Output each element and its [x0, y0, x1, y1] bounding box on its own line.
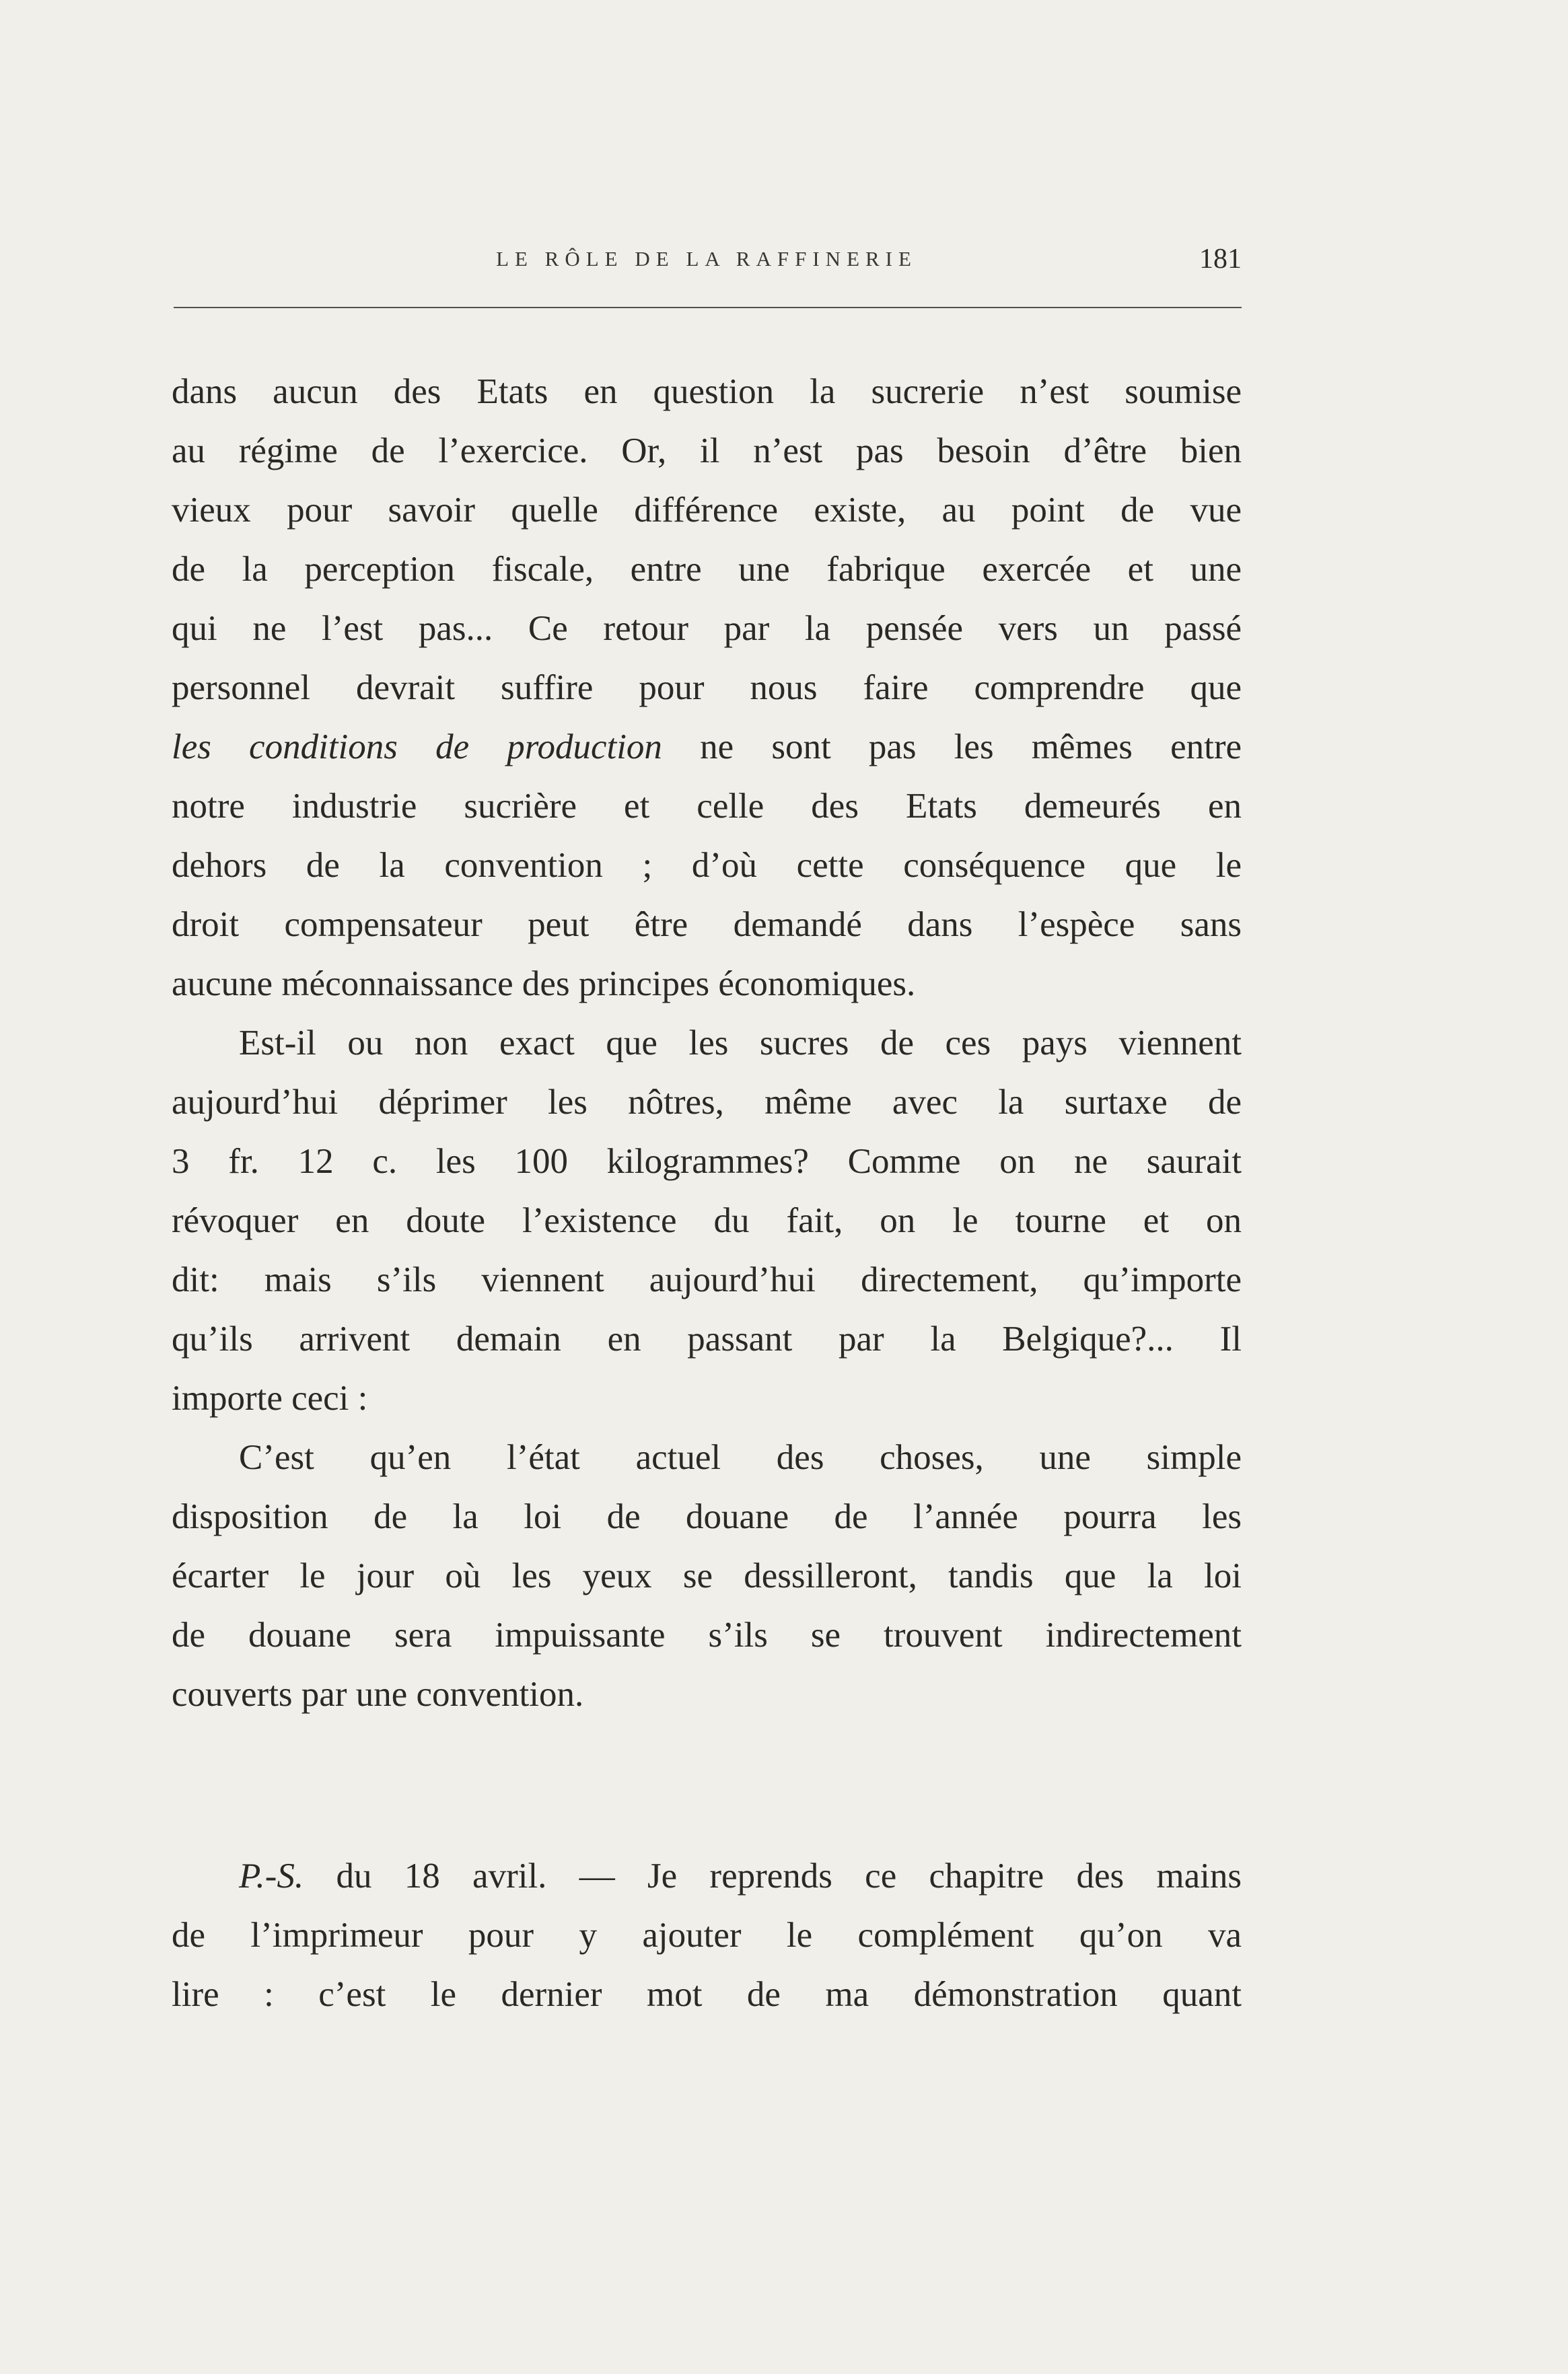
body-text: [172, 362, 1242, 1724]
text-line: C’est qu’en l’état actuel des choses, une simple: [239, 1438, 1242, 1477]
text-line: Est-il ou non exact que les sucres de ces pays viennent: [239, 1023, 1242, 1063]
text-line: aujourd’hui déprimer les nôtres, même avec la surtaxe de: [172, 1083, 1242, 1122]
text-line: qui ne l’est pas... Ce retour par la pensée vers un passé: [172, 609, 1242, 648]
running-head: [172, 239, 1242, 279]
text-line: dehors de la convention ; d’où cette conséquence que le: [172, 846, 1242, 885]
text-line: de douane sera impuissante s’ils se trouvent indirectement: [172, 1616, 1242, 1655]
header-rule: [174, 307, 1242, 308]
text-line: qu’ils arrivent demain en passant par la Belgique?... Il: [172, 1320, 1242, 1359]
text-line: vieux pour savoir quelle différence existe, au point de vue: [172, 491, 1242, 530]
text-line: lire : c’est le dernier mot de ma démonstration quant: [172, 1975, 1242, 2014]
text-line: dit: mais s’ils viennent aujourd’hui directement, qu’importe: [172, 1260, 1242, 1299]
text-line: au régime de l’exercice. Or, il n’est pas besoin d’être bien: [172, 431, 1242, 470]
text-line: couverts par une convention.: [172, 1675, 584, 1714]
postscript: [172, 1846, 1242, 2024]
text-line: aucune méconnaissance des principes économiques.: [172, 964, 916, 1003]
running-title: LE RÔLE DE LA RAFFINERIE: [496, 247, 917, 271]
text-line: importe ceci :: [172, 1379, 368, 1418]
text-line: [172, 717, 1242, 777]
text-line: disposition de la loi de douane de l’année pourra les: [172, 1497, 1242, 1536]
text-line: [172, 1846, 1242, 1906]
text-line: droit compensateur peut être demandé dans l’espèce sans: [172, 905, 1242, 944]
text-line: révoquer en doute l’existence du fait, on le tourne et on: [172, 1201, 1242, 1240]
page-number: 181: [1199, 244, 1242, 275]
text-line: de l’imprimeur pour y ajouter le complément qu’on va: [172, 1916, 1242, 1955]
text-line: dans aucun des Etats en question la sucrerie n’est soumise: [172, 372, 1242, 411]
text-line-rest: du 18 avril. — Je reprends ce chapitre des mains: [304, 1857, 1242, 1896]
text-line-rest: ne sont pas les mêmes entre: [662, 727, 1242, 766]
text-line: notre industrie sucrière et celle des Etats demeurés en: [172, 787, 1242, 826]
text-line: de la perception fiscale, entre une fabrique exercée et une: [172, 550, 1242, 589]
text-line: personnel devrait suffire pour nous faire comprendre que: [172, 668, 1242, 707]
italic-phrase: les conditions de production: [172, 727, 662, 766]
postscript-label: P.-S.: [239, 1857, 304, 1896]
text-line: écarter le jour où les yeux se dessilleront, tandis que la loi: [172, 1556, 1242, 1595]
text-line: 3 fr. 12 c. les 100 kilogrammes? Comme on ne saurait: [172, 1142, 1242, 1181]
